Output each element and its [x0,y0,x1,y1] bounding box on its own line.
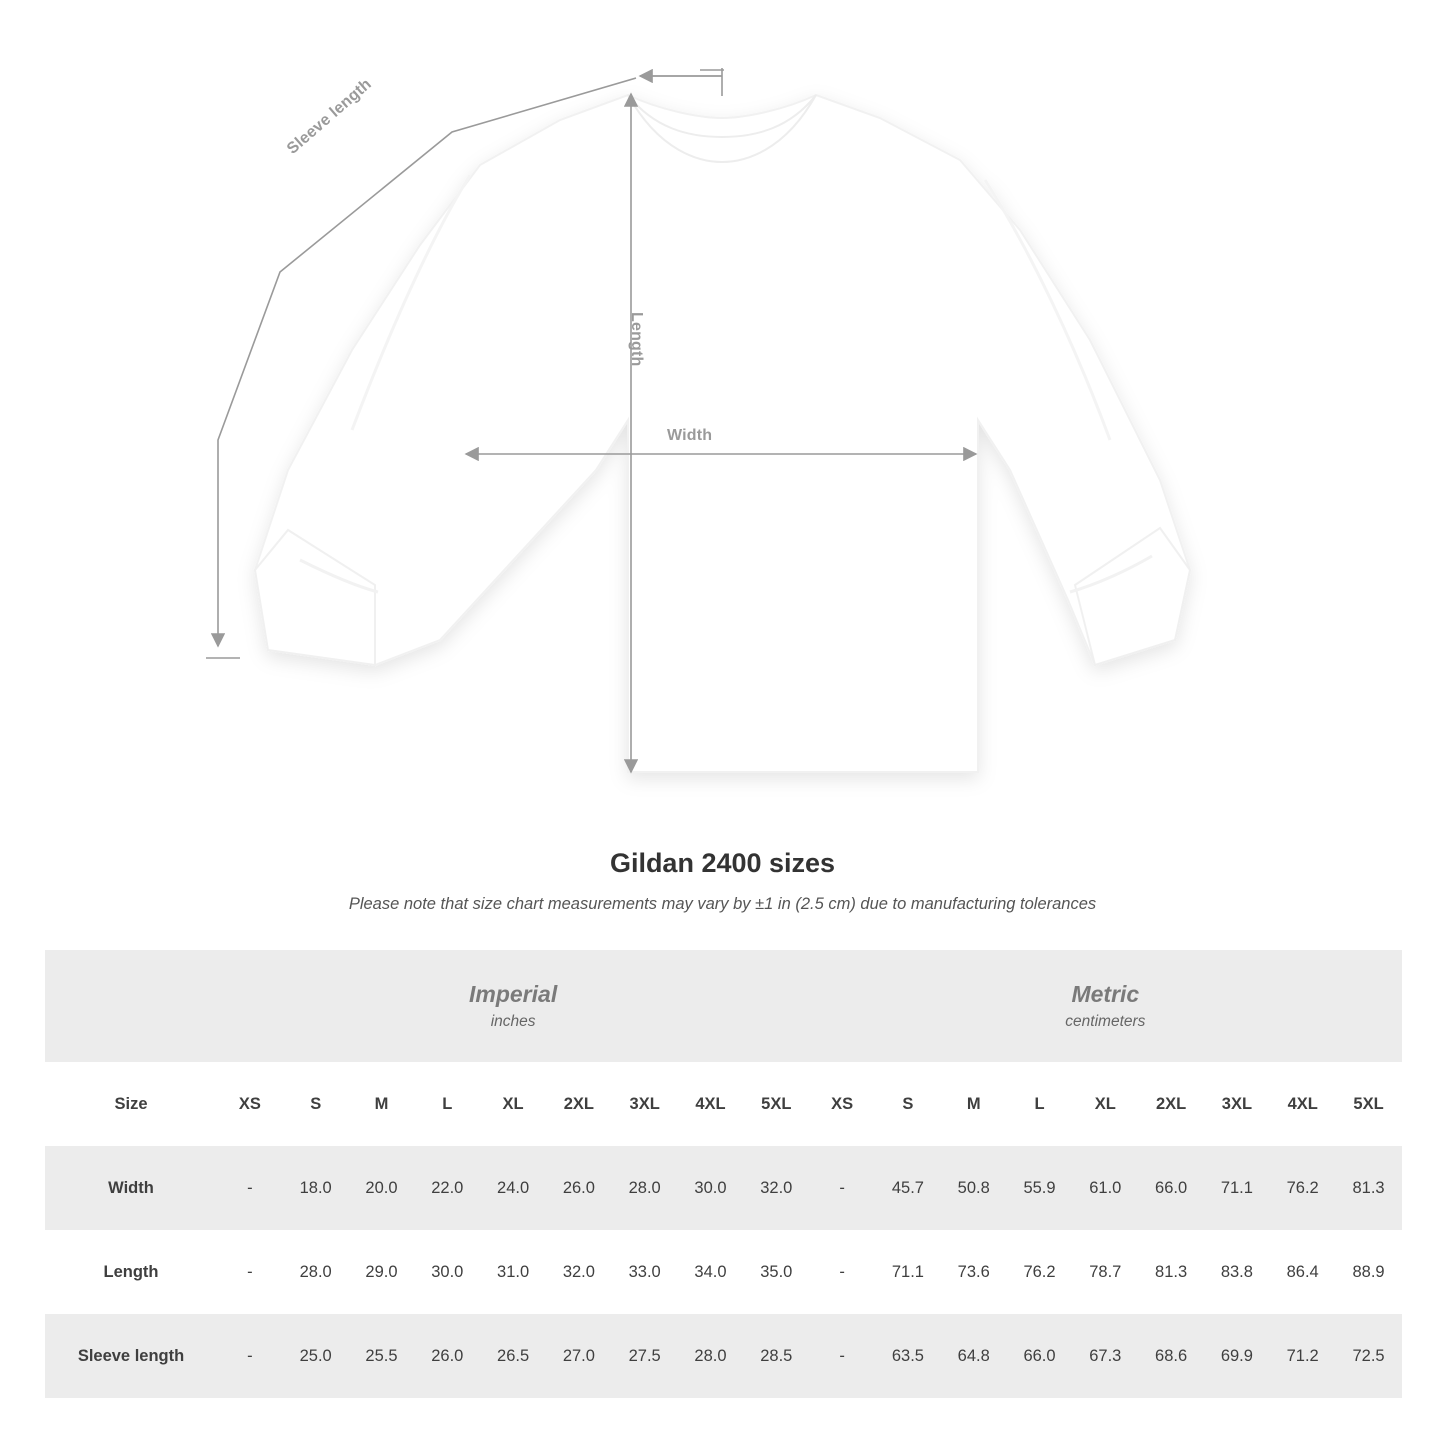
measurement-cell: 28.5 [743,1314,809,1398]
measurement-cell: 26.0 [546,1146,612,1230]
measurement-cell: 22.0 [414,1146,480,1230]
page-title: Gildan 2400 sizes [609,848,836,878]
unit-group-header [809,950,1401,1062]
size-column-header: 3XL [1204,1062,1270,1146]
size-column-header: 4XL [678,1062,744,1146]
measurement-cell: 20.0 [349,1146,415,1230]
unit-header-row [45,950,1402,1062]
size-chart-table-wrapper [45,950,1400,1398]
measurement-cell: - [809,1314,875,1398]
unit-group-name: Metric [1071,981,1140,1008]
measurement-cell: 71.1 [875,1230,941,1314]
measurement-cell: 50.8 [941,1146,1007,1230]
measurement-cell: 71.2 [1270,1314,1336,1398]
measurement-cell: 28.0 [678,1314,744,1398]
measurement-cell: 69.9 [1204,1314,1270,1398]
measurement-cell: 26.0 [414,1314,480,1398]
measurement-cell: 18.0 [283,1146,349,1230]
measurement-cell: 28.0 [283,1230,349,1314]
measurement-cell: - [809,1230,875,1314]
size-column-header: M [941,1062,1007,1146]
measurement-cell: 66.0 [1138,1146,1204,1230]
size-column-header: L [414,1062,480,1146]
measurement-cell: 29.0 [349,1230,415,1314]
size-column-header: XL [1072,1062,1138,1146]
measurement-cell: 72.5 [1336,1314,1402,1398]
measurement-cell: 88.9 [1336,1230,1402,1314]
size-column-header: 3XL [612,1062,678,1146]
size-column-header: 2XL [546,1062,612,1146]
size-column-header: L [1007,1062,1073,1146]
size-column-header: S [283,1062,349,1146]
measurement-cell: - [217,1314,283,1398]
unit-group-header [217,950,809,1062]
measurement-row-label: Width [45,1146,217,1230]
measurement-cell: 76.2 [1270,1146,1336,1230]
measurement-cell: 73.6 [941,1230,1007,1314]
size-column-header: 4XL [1270,1062,1336,1146]
measurement-cell: 55.9 [1007,1146,1073,1230]
measurement-cell: 28.0 [612,1146,678,1230]
size-column-header: 5XL [1336,1062,1402,1146]
measurement-cell: 30.0 [414,1230,480,1314]
measurement-cell: 63.5 [875,1314,941,1398]
size-column-header: S [875,1062,941,1146]
table-row [45,1314,1402,1398]
tolerance-note: Please note that size chart measurements may vary by ±1 in (2.5 cm) due to manufacturing tolerances [348,895,1097,913]
measurement-cell: 33.0 [612,1230,678,1314]
measurement-cell: 25.0 [283,1314,349,1398]
measurement-cell: 25.5 [349,1314,415,1398]
table-row [45,1230,1402,1314]
measurement-cell: 34.0 [678,1230,744,1314]
measurement-cell: 67.3 [1072,1314,1138,1398]
shirt-shape [255,95,1190,772]
size-chart-table [45,950,1402,1398]
measurement-cell: 30.0 [678,1146,744,1230]
measurement-cell: - [217,1146,283,1230]
measurement-cell: 31.0 [480,1230,546,1314]
measurement-cell: 24.0 [480,1146,546,1230]
size-header-row [45,1062,1402,1146]
size-row-label: Size [45,1062,217,1146]
unit-group-subtitle: centimeters [1065,1012,1146,1030]
measurement-cell: 61.0 [1072,1146,1138,1230]
measurement-cell: 66.0 [1007,1314,1073,1398]
measurement-cell: 81.3 [1138,1230,1204,1314]
measurement-row-label: Length [45,1230,217,1314]
measurement-cell: 86.4 [1270,1230,1336,1314]
measurement-cell: 68.6 [1138,1314,1204,1398]
measurement-cell: - [217,1230,283,1314]
unit-group-name: Imperial [469,981,558,1008]
measurement-cell: 78.7 [1072,1230,1138,1314]
measurement-cell: - [809,1146,875,1230]
table-row [45,1146,1402,1230]
measurement-cell: 27.0 [546,1314,612,1398]
measurement-cell: 76.2 [1007,1230,1073,1314]
size-column-header: 5XL [743,1062,809,1146]
size-column-header: M [349,1062,415,1146]
length-dimension-label: Length [628,312,645,367]
measurement-cell: 64.8 [941,1314,1007,1398]
title-block [0,848,1445,914]
measurement-cell: 45.7 [875,1146,941,1230]
measurement-cell: 27.5 [612,1314,678,1398]
measurement-cell: 83.8 [1204,1230,1270,1314]
measurement-cell: 32.0 [743,1146,809,1230]
size-column-header: XS [217,1062,283,1146]
measurement-row-label: Sleeve length [45,1314,217,1398]
measurement-cell: 81.3 [1336,1146,1402,1230]
sleeve-length-dimension-label: Sleeve length [284,75,375,158]
size-column-header: XS [809,1062,875,1146]
measurement-cell: 26.5 [480,1314,546,1398]
width-dimension-label: Width [667,427,713,444]
size-column-header: XL [480,1062,546,1146]
unit-group-subtitle: inches [490,1012,536,1030]
measurement-cell: 71.1 [1204,1146,1270,1230]
measurement-cell: 35.0 [743,1230,809,1314]
measurement-cell: 32.0 [546,1230,612,1314]
unit-header-spacer [45,950,217,1062]
size-column-header: 2XL [1138,1062,1204,1146]
